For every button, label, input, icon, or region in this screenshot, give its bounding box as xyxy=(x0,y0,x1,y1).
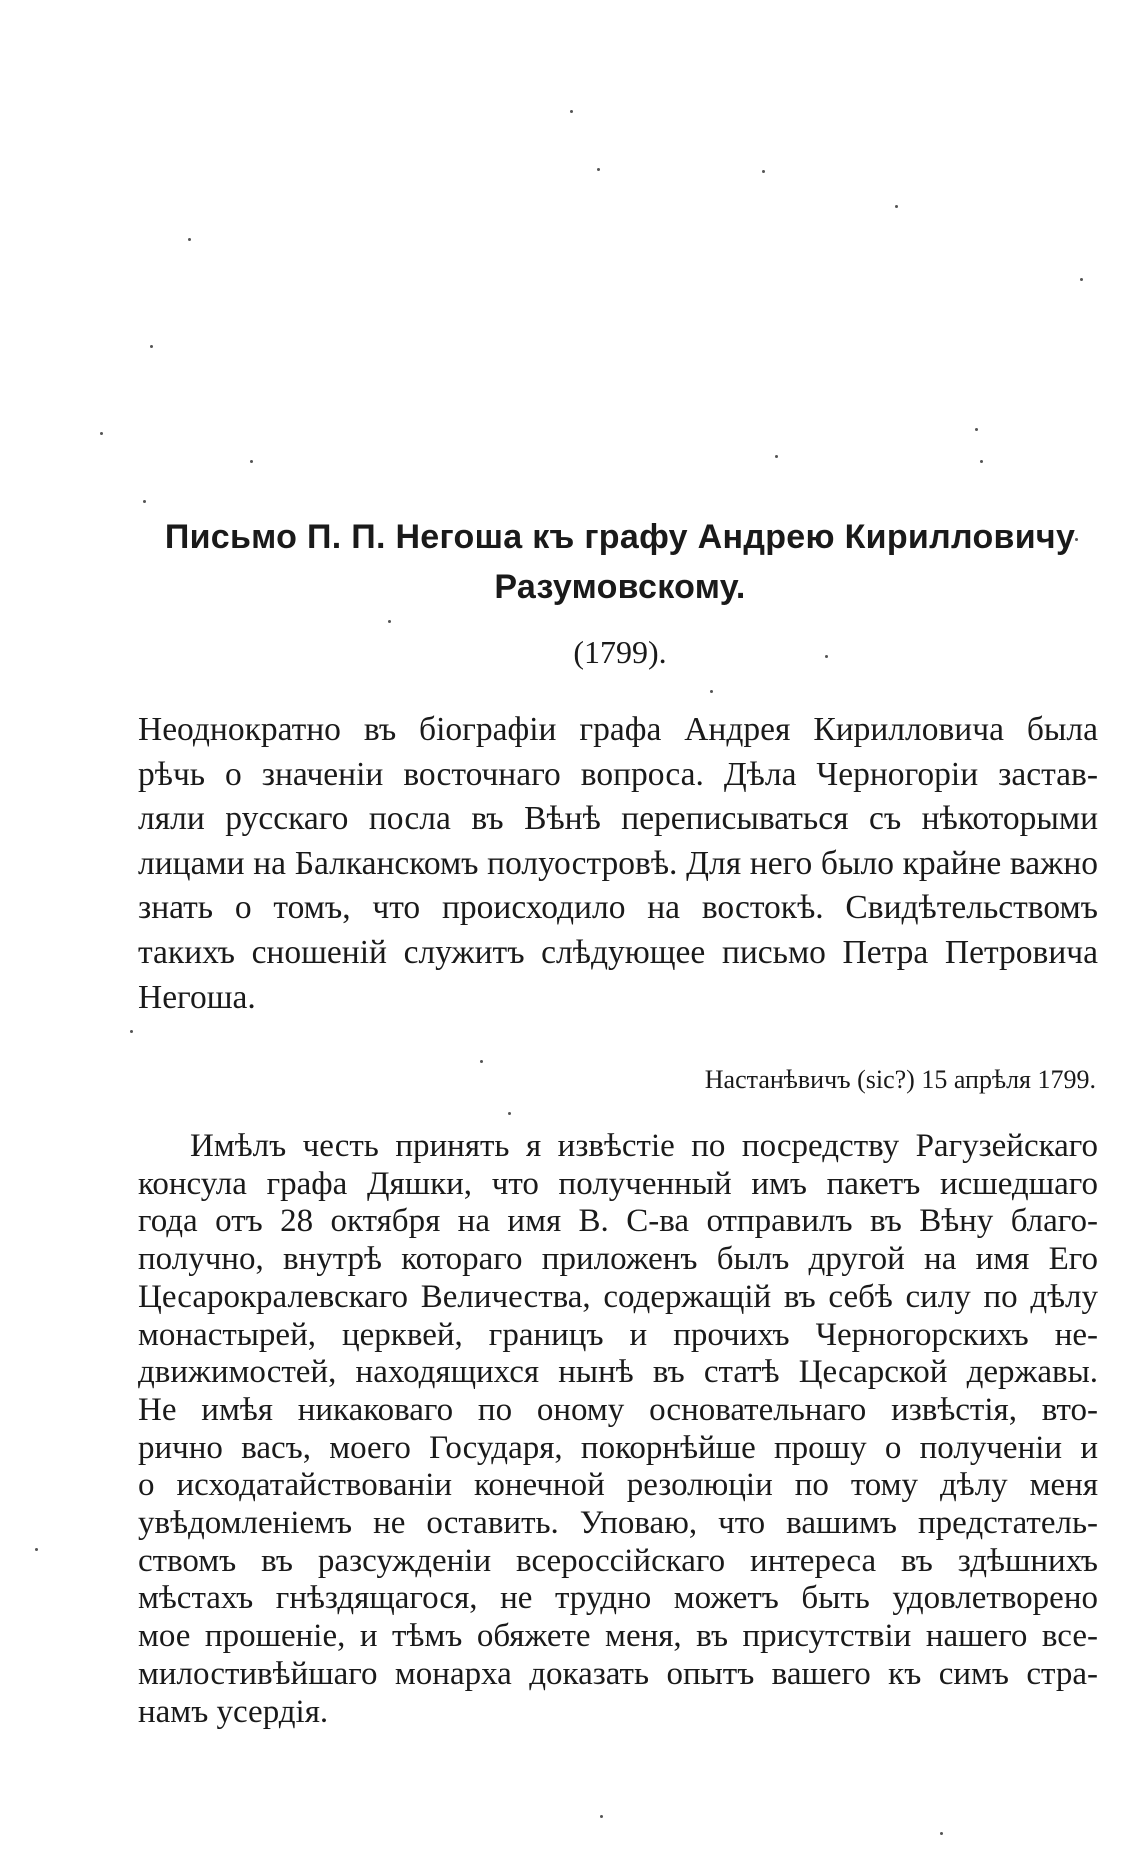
scan-speck xyxy=(130,1030,133,1033)
text-line: мѣстахъ гнѣздящагося, не трудно можетъ быть удовлетворено xyxy=(138,1580,1098,1617)
scan-speck xyxy=(35,1548,38,1551)
text-line: увѣдомленіемъ не оставить. Уповаю, что вашимъ предстатель- xyxy=(138,1505,1098,1542)
scan-speck xyxy=(980,460,983,463)
text-line: мое прошеніе, и тѣмъ обяжете меня, въ присутствіи нашего все- xyxy=(138,1618,1098,1655)
text-line: Неоднократно въ біографіи графа Андрея Кирилловича была xyxy=(138,711,1098,748)
scan-speck xyxy=(250,460,253,463)
scan-speck xyxy=(1080,278,1083,281)
scan-speck xyxy=(570,110,573,113)
scan-speck xyxy=(143,500,146,503)
text-line: года отъ 28 октября на имя В. С-ва отправилъ въ Вѣну благо- xyxy=(138,1203,1098,1240)
text-line: намъ усердія. xyxy=(138,1693,329,1730)
text-line: монастырей, церквей, границъ и прочихъ Черногорскихъ не- xyxy=(138,1316,1098,1353)
letter-year: (1799). xyxy=(573,634,667,670)
scan-speck xyxy=(100,432,103,435)
letter-body xyxy=(138,1128,1098,1731)
scan-speck xyxy=(710,690,713,693)
text-line: такихъ сношеній служитъ слѣдующее письмо Петра Петровича xyxy=(138,933,1098,971)
letter-title xyxy=(140,512,1100,612)
text-line: о исходатайствованіи конечной резолюціи по тому дѣлу меня xyxy=(138,1467,1098,1504)
scan-speck xyxy=(775,455,778,458)
scan-speck xyxy=(895,205,898,208)
scan-speck xyxy=(150,345,153,348)
text-line: Имѣлъ честь принять я извѣстіе по посредству Рагузейскаго xyxy=(190,1128,1098,1164)
text-line: рично васъ, моего Государя, покорнѣйше прошу о полученіи и xyxy=(138,1429,1098,1466)
text-line: Не имѣя никаковаго по оному основательнаго извѣстія, вто- xyxy=(138,1391,1098,1428)
text-line: консула графа Дяшки, что полученный имъ пакетъ исшедшаго xyxy=(138,1165,1098,1202)
text-line: Негоша. xyxy=(138,978,256,1016)
text-line: рѣчь о значеніи восточнаго вопроса. Дѣла Черногоріи застав- xyxy=(138,755,1098,793)
scan-speck xyxy=(597,168,600,171)
text-line: ляли русскаго посла въ Вѣнѣ переписываться съ нѣкоторыми xyxy=(138,800,1098,838)
text-line: милостивѣйшаго монарха доказать опытъ вашего къ симъ стра- xyxy=(138,1655,1098,1692)
scan-speck xyxy=(975,428,978,431)
intro-paragraph xyxy=(138,708,1098,1020)
scan-speck xyxy=(508,1112,511,1115)
text-line: Цесарокралевскаго Величества, содержащій въ себѣ силу по дѣлу xyxy=(138,1278,1098,1315)
scan-speck xyxy=(600,1815,603,1818)
scan-speck xyxy=(940,1832,943,1835)
scan-speck xyxy=(388,620,391,623)
text-line: получно, внутрѣ котораго приложенъ былъ другой на имя Его xyxy=(138,1241,1098,1278)
title-line: Письмо П. П. Негоша къ графу Андрею Кирилловичу xyxy=(164,518,1076,556)
text-line: ствомъ въ разсужденіи всероссійскаго интереса въ здѣшнихъ xyxy=(138,1542,1098,1579)
text-line: лицами на Балканскомъ полуостровѣ. Для него было крайне важно xyxy=(138,844,1098,882)
text-line: знать о томъ, что происходило на востокѣ. Свидѣтельствомъ xyxy=(138,889,1098,927)
scan-speck xyxy=(762,170,765,173)
scan-speck xyxy=(188,238,191,241)
letter-dateline: Настанѣвичъ (sic?) 15 апрѣля 1799. xyxy=(704,1065,1096,1094)
text-line: движимостей, находящихся нынѣ въ статѣ Цесарской державы. xyxy=(138,1354,1098,1391)
scan-speck xyxy=(480,1060,483,1063)
title-line: Разумовскому. xyxy=(494,568,746,606)
